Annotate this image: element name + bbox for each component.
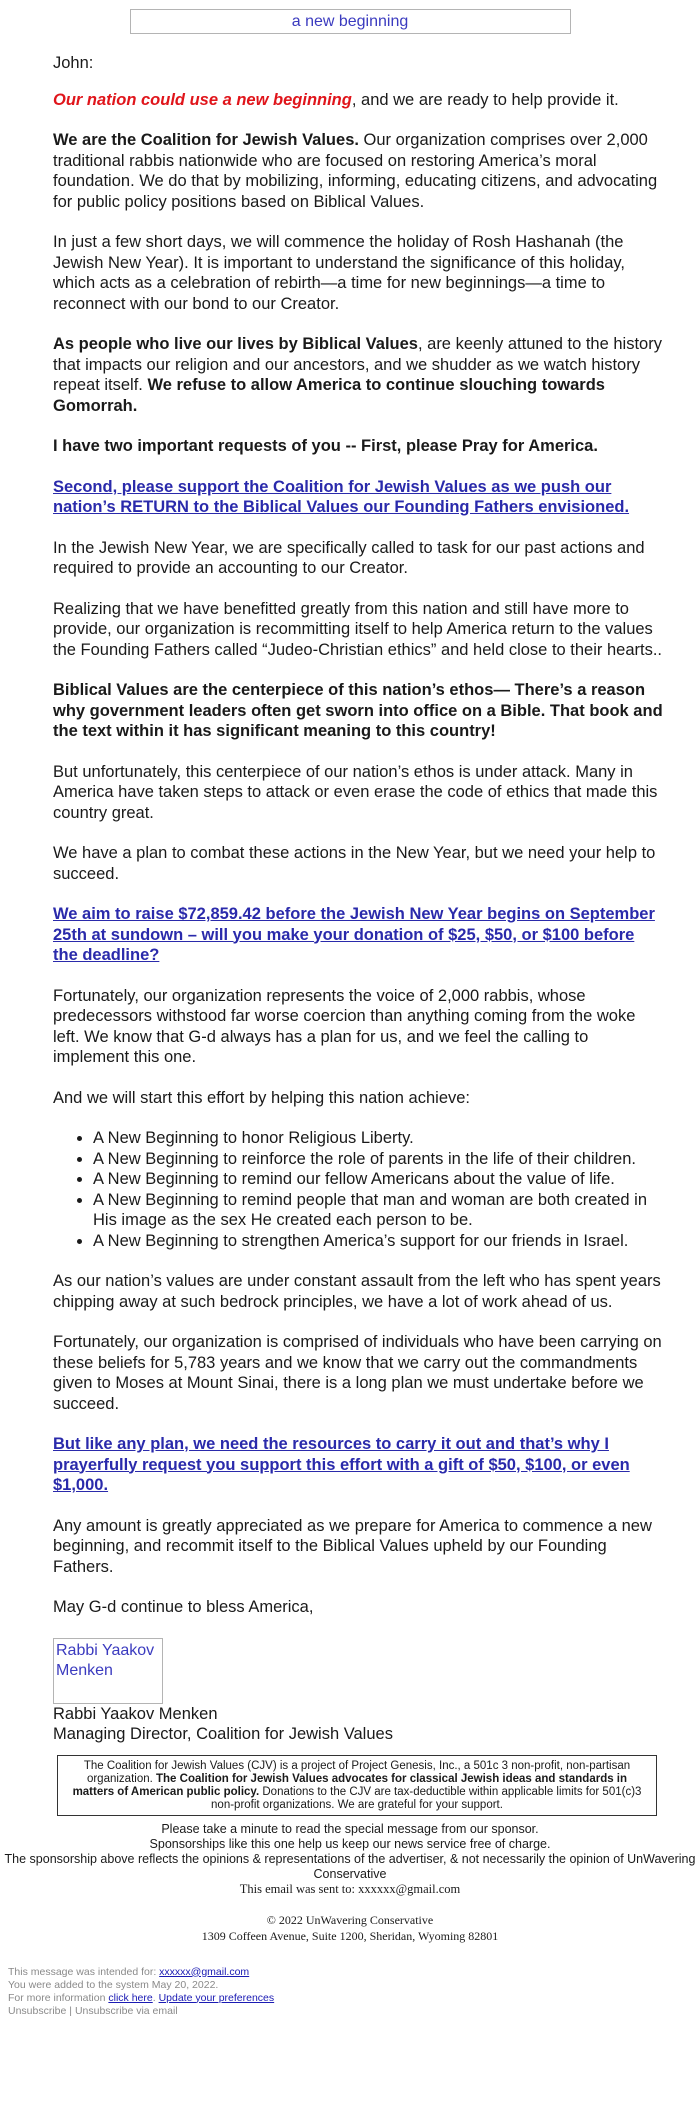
footer-pipe: | [66,2004,75,2017]
signer-name: Rabbi Yaakov Menken [53,1704,218,1723]
list-item: • A New Beginning to remind people that man and woman are both created in His image as the sex He created each person to be. [93,1190,663,1231]
paragraph-rabbis: Fortunately, our organization represents the voice of 2,000 rabbis, whose predecessors withstood far worse coercion than anything coming from the woke left. We know that G-d always has a plan for us, and we feel the calling to implement this one. [53,986,636,1066]
list-item: • A New Beginning to reinforce the role of parents in the life of their children. [93,1149,663,1170]
paragraph-assault: As our nation’s values are under constant assault from the left who has spent years chipping away at such bedrock principles, we have a lot of work ahead of us. [53,1272,661,1311]
disclaimer-text-2: Donations to the CJV are tax-deductible within applicable limits for 501(c)3 non-profit organizations. We are grateful for your support. [211,1785,642,1811]
closing: May G-d continue to bless America, [53,1598,314,1616]
footer [0,1944,700,2026]
paragraph-recommitting: Realizing that we have benefitted greatly from this nation and still have more to provide, our organization is recommitting itself to help America return to the values the Founding Fathers called “Judeo-Christian ethics” and held close to their hearts.. [53,599,662,659]
paragraph-beliefs: Fortunately, our organization is comprised of individuals who have been carrying on these beliefs for 5,783 years and we know that we carry out the commandments given to Moses at Mount Sinai, there is a long plan we must undertake before we succeed. [53,1333,662,1413]
paragraph-any-amount: Any amount is greatly appreciated as we prepare for America to commence a new beginning, and recommit itself to the Biblical Values upheld by our Founding Fathers. [53,1516,652,1576]
disclaimer-text: The Coalition for Jewish Values (CJV) is a project of Project Genesis, Inc., a 501c 3 non-profit, non-partisan organization. [83,1759,631,1785]
gift-link[interactable]: But like any plan, we need the resources to carry it out and that’s why I prayerfully request you support this effort with a gift of $50, $100, or even $1,000. [53,1435,630,1494]
list-item: • A New Beginning to honor Religious Liberty. [93,1128,663,1149]
footer-separator: . [152,1991,159,2004]
footer-intended-label: This message was intended for: [8,1965,160,1978]
headline-red: Our nation could use a new beginning [53,90,352,109]
support-link[interactable]: Second, please support the Coalition for Jewish Values as we push our nation’s RETURN to the Biblical Values our Founding Fathers envisioned. [53,477,630,516]
sent-to: This email was sent to: xxxxxx@gmail.com [239,1881,461,1896]
paragraph-biblical-values [53,334,663,416]
paragraph-about [53,130,663,212]
click-here-link[interactable]: click here [108,1991,153,2004]
letter-body [0,53,663,1745]
paragraph-gift-link [53,1434,663,1496]
paragraph-centerpiece: Biblical Values are the centerpiece of this nation’s ethos— There’s a reason why government leaders often get sworn into office on a Bible. That book and the text within it has significant meaning to this country! [53,681,663,740]
disclaimer-bold: The Coalition for Jewish Values advocates for classical Jewish ideas and standards in matters of American public policy. [72,1772,628,1798]
values-bold-refuse: We refuse to allow America to continue slouching towards Gomorrah. [53,376,605,415]
signer-title: Managing Director, Coalition for Jewish Values [53,1725,393,1743]
signature-block [53,1704,663,1745]
donation-link[interactable]: We aim to raise $72,859.42 before the Jewish New Year begins on September 25th at sundown – will you make your donation of $25, $50, or $100 before the deadline? [53,905,655,964]
paragraph-achieve: And we will start this effort by helping this nation achieve: [53,1088,471,1107]
paragraph-under-attack: But unfortunately, this centerpiece of our nation’s ethos is under attack. Many in America have taken steps to attack or even erase the code of ethics that made this country great. [53,762,658,822]
footer-more-info [8,1992,700,2005]
sponsor-notice [0,1822,700,1897]
paragraph-requests: I have two important requests of you -- First, please Pray for America. [53,437,598,455]
copyright-block [0,1912,700,1944]
paragraph-rosh-hashanah: In just a few short days, we will commence the holiday of Rosh Hashanah (the Jewish New Year). It is important to understand the significance of this holiday, which acts as a celebration of rebirth—a time for new beginnings—a time to reconnect with our bond to our Creator. [53,233,625,313]
new-beginning-list [53,1128,663,1251]
list-item: • A New Beginning to remind our fellow Americans about the value of life. [93,1169,663,1190]
paragraph-support-link [53,477,663,518]
list-item: • A New Beginning to strengthen America’s support for our friends in Israel. [93,1231,663,1252]
footer-added: You were added to the system May 20, 2022. [8,1978,219,1991]
values-mid: , are keenly attuned to the history that impacts our religion and our ancestors, and we shudder as we watch history repeat itself. [53,335,662,394]
copyright-line: © 2022 UnWavering Conservative [266,1912,434,1927]
about-bold: We are the Coalition for Jewish Values. [53,131,359,149]
update-preferences-link[interactable]: Update your preferences [158,1991,275,2004]
footer-more-label: For more information [8,1991,109,2004]
intended-email-link[interactable]: xxxxxx@gmail.com [159,1965,250,1978]
footer-unsubscribe [8,2005,700,2018]
about-rest: Our organization comprises over 2,000 traditional rabbis nationwide who are focused on restoring America’s moral foundation. We do that by mobilizing, informing, educating citizens, and advocating for public policy positions based on Biblical Values. [53,131,658,211]
sponsor-line: The sponsorship above reflects the opinions & representations of the advertiser, & not necessarily the opinion of UnWavering Conservative [4,1851,696,1881]
paragraph-donation-link [53,904,663,966]
header-image[interactable]: a new beginning [130,9,571,34]
sponsor-line: Sponsorships like this one help us keep our news service free of charge. [149,1836,551,1851]
address-line: 1309 Coffeen Avenue, Suite 1200, Sheridan, Wyoming 82801 [201,1928,499,1943]
values-bold: As people who live our lives by Biblical Values [53,335,418,353]
signature-image: Rabbi Yaakov Menken [53,1638,163,1704]
unsubscribe-link[interactable]: Unsubscribe [8,2004,67,2017]
header-banner [0,0,700,36]
paragraph-new-year: In the Jewish New Year, we are specifically called to task for our past actions and required to provide an accounting to our Creator. [53,538,645,577]
footer-intended [8,1966,700,1979]
disclaimer-box [57,1755,657,1816]
greeting: John: [53,54,94,72]
paragraph-plan: We have a plan to combat these actions in the New Year, but we need your help to succeed. [53,844,656,883]
unsubscribe-email-link[interactable]: Unsubscribe via email [74,2004,178,2017]
intro-rest: , and we are ready to help provide it. [351,90,619,109]
sponsor-line: Please take a minute to read the special message from our sponsor. [161,1821,539,1836]
paragraph-intro [53,90,663,111]
